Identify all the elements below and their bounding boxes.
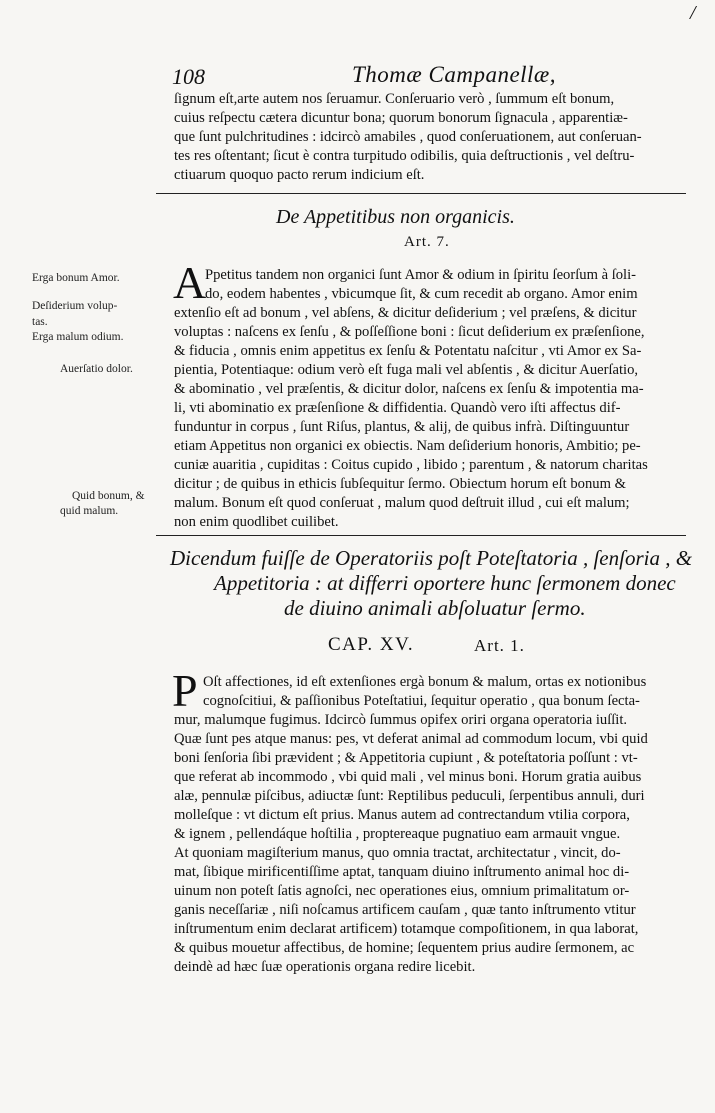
text-line: pientia, Potentiaque: odium verò eſt fuga mali vel abſentis , & dicitur Auerſatio, xyxy=(174,362,639,378)
text-line: Oſt affectiones, id eſt extenſiones ergà bonum & malum, ortas ex notionibus xyxy=(203,674,647,690)
section-rule xyxy=(156,535,686,536)
text-line: molleſque : vt dictum eſt prius. Manus autem ad contrectandum vtilia corpora, xyxy=(174,807,630,823)
text-line: At quoniam magiſterium manus, quo omnia tractat, architectatur , vincit, do- xyxy=(174,845,621,861)
text-line: inſtrumentum enim declarat artificem) totamque compoſitionem, in qua laborat, xyxy=(174,921,639,937)
section-title-line: de diuino animali abſoluatur ſermo. xyxy=(284,596,586,620)
corner-mark: / xyxy=(690,2,696,24)
text-line: cuius reſpectu cætera dicuntur bona; quorum bonorum ſignacula , apparentiæ- xyxy=(174,110,628,126)
margin-note: tas. xyxy=(32,316,48,328)
text-line: malum. Bonum eſt quod conſeruat , malum quod deſtruit illud , cui eſt malum; xyxy=(174,495,630,511)
text-line: & abominatio , vel præſentis, & dicitur dolor, naſcens ex ſenſu & impotentia ma- xyxy=(174,381,644,397)
margin-note: Auerſatio dolor. xyxy=(60,363,133,375)
text-line: uinum non poteſt ſatis agnoſci, nec operationes eius, omnium primalitatum or- xyxy=(174,883,630,899)
drop-cap: A xyxy=(173,257,207,308)
text-line: boni ſenſoria ſibi prævident ; & Appetitoria cupiunt , & poteſtatoria poſſunt : vt- xyxy=(174,750,638,766)
text-line: & fiducia , omnis enim appetitus ex ſenſu & Potentatu naſcitur , vti Amor ex Sa- xyxy=(174,343,642,359)
margin-note: Deſiderium volup- xyxy=(32,300,118,312)
section-title: De Appetitibus non organicis. xyxy=(276,206,515,228)
text-line: Ppetitus tandem non organici ſunt Amor & odium in ſpiritu ſeorſum à ſoli- xyxy=(205,267,637,283)
text-line: li, vti abominatio ex præſenſione & diffidentia. Quandò vero iſti affectus dif- xyxy=(174,400,621,416)
text-line: mat, ſibique mirificentiſſime aptat, tanquam diuino inſtrumento animal hoc di- xyxy=(174,864,630,880)
margin-note: Quid bonum, & xyxy=(72,490,145,502)
section-title-line: Dicendum fuiſſe de Operatoriis poſt Poteſtatoria , ſenſoria , & xyxy=(170,546,693,570)
running-title: Thomæ Campanellæ, xyxy=(352,62,557,87)
margin-note: quid malum. xyxy=(60,505,119,517)
text-line: cuniæ auaritia , cupiditas : Coitus cupido , libido ; parentum , & natorum charitas xyxy=(174,457,648,473)
text-line: funduntur in corpus , ſunt Riſus, plantus, & alij, de quibus infrà. Diſtinguuntur xyxy=(174,419,630,435)
section-rule xyxy=(156,193,686,194)
text-line: non enim quodlibet cuilibet. xyxy=(174,514,339,530)
text-line: que ſunt pulchritudines : idcircò amabiles , quod conſeruationem, aut conſeruan- xyxy=(174,129,642,145)
text-line: dicitur ; de quibus in ethicis ſubſequitur ſermo. Obiectum horum eſt bonum & xyxy=(174,476,626,492)
text-line: extenſio eſt ad bonum , vel abſens, & dicitur deſiderium ; vel præſens, & dicitur xyxy=(174,305,637,321)
text-line: Quæ ſunt pes atque manus: pes, vt deferat animal ad commodum locum, vbi quid xyxy=(174,731,648,747)
text-line: & quibus mouetur affectibus, de homine; ſequentem prius audire ſermonem, ac xyxy=(174,940,635,956)
article-label: Art. 7. xyxy=(404,234,450,250)
text-line: do, eodem habentes , vbicumque ſit, & cum recedit ab organo. Amor enim xyxy=(205,286,638,302)
text-line: tes res oſtentant; ſicut è contra turpitudo odibilis, quia deſtructionis , vel deſtru- xyxy=(174,148,635,164)
text-line: etiam Appetitus non organici ex obiectis. Nam deſiderium honoris, Ambitio; pe- xyxy=(174,438,641,454)
text-line: ganis neceſſariæ , niſi noſcamus artificem cauſam , quæ tanto inſtrumento vtitur xyxy=(174,902,636,918)
page-number: 108 xyxy=(172,64,205,89)
drop-cap: P xyxy=(172,665,198,716)
text-line: ctiuarum quoquo pacto rerum indicium eſt. xyxy=(174,167,425,183)
section-title-line: Appetitoria : at differri oportere hunc ſermonem donec xyxy=(214,571,676,595)
text-line: mur, malumque fugimus. Idcircò ſummus opifex oriri organa operatoria iuſſit. xyxy=(174,712,628,728)
chapter-label: CAP. XV. xyxy=(328,634,415,655)
margin-note: Erga bonum Amor. xyxy=(32,272,120,284)
text-line: que referat ab incommodo , vbi quid mali , vel minus boni. Horum gratia auibus xyxy=(174,769,642,785)
text-line: deindè ad hæc ſuæ operationis organa redire licebit. xyxy=(174,959,476,975)
text-line: alæ, pennulæ piſcibus, adiuctæ ſunt: Reptilibus peduculi, ſerpentibus annuli, duri xyxy=(174,788,645,804)
text-line: cognoſcitiui, & paſſionibus Poteſtatiui, ſequitur operatio , qua bonum ſecta- xyxy=(203,693,640,709)
text-line: & ignem , pellendáque hoſtilia , proptereaque pugnatiuo eam armauit vngue. xyxy=(174,826,621,842)
article-label: Art. 1. xyxy=(474,636,525,655)
text-line: voluptas : naſcens ex ſenſu , & poſſeſſione boni : ſicut deſiderium ex præſenſione, xyxy=(174,324,645,340)
margin-note: Erga malum odium. xyxy=(32,331,124,343)
text-line: ſignum eſt,arte autem nos ſeruamur. Conſeruario verò , ſummum eſt bonum, xyxy=(174,91,615,107)
